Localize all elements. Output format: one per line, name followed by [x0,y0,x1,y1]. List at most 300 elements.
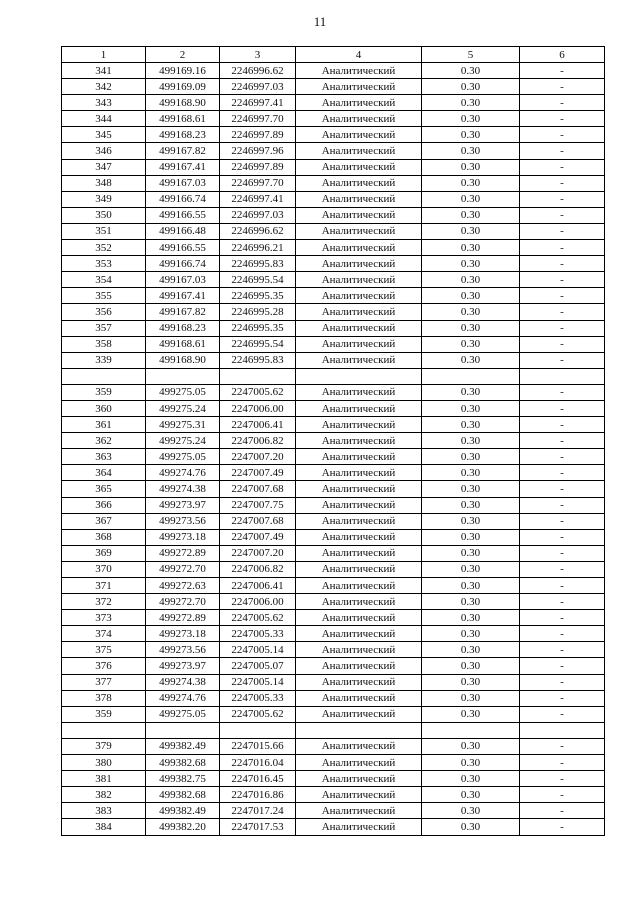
y-coordinate-cell: 2246997.41 [220,191,296,207]
method-cell: Аналитический [296,433,422,449]
accuracy-cell: 0.30 [422,674,520,690]
method-cell: Аналитический [296,256,422,272]
accuracy-cell: 0.30 [422,610,520,626]
point-number-cell: 363 [62,449,146,465]
x-coordinate-cell: 499275.24 [146,433,220,449]
accuracy-cell: 0.30 [422,95,520,111]
method-cell [296,722,422,738]
y-coordinate-cell: 2246997.03 [220,207,296,223]
y-coordinate-cell: 2246997.70 [220,175,296,191]
table-row [62,594,605,610]
point-number-cell: 364 [62,465,146,481]
y-coordinate-cell: 2246995.35 [220,320,296,336]
method-cell: Аналитический [296,545,422,561]
table-row [62,143,605,159]
point-number-cell: 355 [62,288,146,304]
x-coordinate-cell: 499272.70 [146,561,220,577]
x-coordinate-cell: 499168.61 [146,111,220,127]
accuracy-cell: 0.30 [422,352,520,368]
note-cell: - [520,240,605,256]
note-cell: - [520,755,605,771]
table-row [62,111,605,127]
table-row [62,497,605,513]
accuracy-cell: 0.30 [422,256,520,272]
accuracy-cell: 0.30 [422,191,520,207]
x-coordinate-cell: 499167.82 [146,304,220,320]
y-coordinate-cell [220,368,296,384]
note-cell [520,722,605,738]
point-number-cell: 348 [62,175,146,191]
table-row [62,368,605,384]
note-cell: - [520,449,605,465]
note-cell: - [520,610,605,626]
point-number-cell: 360 [62,400,146,416]
point-number-cell: 343 [62,95,146,111]
table-row [62,320,605,336]
accuracy-cell: 0.30 [422,240,520,256]
accuracy-cell: 0.30 [422,513,520,529]
x-coordinate-cell: 499382.20 [146,819,220,835]
method-cell: Аналитический [296,207,422,223]
y-coordinate-cell: 2246997.89 [220,127,296,143]
method-cell: Аналитический [296,610,422,626]
note-cell: - [520,95,605,111]
point-number-cell: 351 [62,223,146,239]
y-coordinate-cell: 2247005.14 [220,642,296,658]
y-coordinate-cell: 2247016.04 [220,755,296,771]
y-coordinate-cell [220,722,296,738]
point-number-cell: 344 [62,111,146,127]
note-cell: - [520,111,605,127]
point-number-cell: 383 [62,803,146,819]
table-row [62,465,605,481]
table-row [62,433,605,449]
method-cell: Аналитический [296,738,422,754]
accuracy-cell [422,368,520,384]
accuracy-cell: 0.30 [422,787,520,803]
point-number-cell: 371 [62,578,146,594]
table-row [62,223,605,239]
x-coordinate-cell: 499274.76 [146,690,220,706]
accuracy-cell: 0.30 [422,819,520,835]
x-coordinate-cell: 499274.38 [146,674,220,690]
method-cell: Аналитический [296,175,422,191]
note-cell: - [520,658,605,674]
method-cell: Аналитический [296,304,422,320]
accuracy-cell: 0.30 [422,690,520,706]
x-coordinate-cell: 499382.75 [146,771,220,787]
y-coordinate-cell: 2247007.75 [220,497,296,513]
point-number-cell: 359 [62,384,146,400]
y-coordinate-cell: 2247016.45 [220,771,296,787]
point-number-cell: 362 [62,433,146,449]
note-cell: - [520,690,605,706]
y-coordinate-cell: 2247007.20 [220,449,296,465]
method-cell: Аналитический [296,272,422,288]
accuracy-cell: 0.30 [422,738,520,754]
table-row [62,771,605,787]
method-cell: Аналитический [296,706,422,722]
table-header [62,47,605,63]
accuracy-cell: 0.30 [422,336,520,352]
note-cell: - [520,320,605,336]
method-cell: Аналитический [296,594,422,610]
note-cell: - [520,143,605,159]
x-coordinate-cell: 499272.63 [146,578,220,594]
y-coordinate-cell: 2246997.89 [220,159,296,175]
x-coordinate-cell [146,722,220,738]
accuracy-cell: 0.30 [422,529,520,545]
point-number-cell: 347 [62,159,146,175]
table-row [62,417,605,433]
method-cell: Аналитический [296,191,422,207]
accuracy-cell: 0.30 [422,63,520,79]
table-row [62,626,605,642]
x-coordinate-cell: 499166.74 [146,256,220,272]
point-number-cell: 368 [62,529,146,545]
table-row [62,272,605,288]
method-cell [296,368,422,384]
accuracy-cell: 0.30 [422,384,520,400]
x-coordinate-cell: 499166.48 [146,223,220,239]
method-cell: Аналитический [296,288,422,304]
point-number-cell: 346 [62,143,146,159]
y-coordinate-cell: 2247005.33 [220,690,296,706]
table-row [62,384,605,400]
x-coordinate-cell: 499272.89 [146,610,220,626]
accuracy-cell: 0.30 [422,433,520,449]
point-number-cell: 341 [62,63,146,79]
point-number-cell: 374 [62,626,146,642]
y-coordinate-cell: 2247006.00 [220,400,296,416]
x-coordinate-cell: 499168.23 [146,127,220,143]
table-row [62,256,605,272]
y-coordinate-cell: 2246996.21 [220,240,296,256]
y-coordinate-cell: 2246996.62 [220,223,296,239]
accuracy-cell: 0.30 [422,304,520,320]
method-cell: Аналитический [296,417,422,433]
note-cell [520,368,605,384]
table-row [62,481,605,497]
method-cell: Аналитический [296,384,422,400]
accuracy-cell [422,722,520,738]
note-cell: - [520,626,605,642]
point-number-cell: 370 [62,561,146,577]
accuracy-cell: 0.30 [422,561,520,577]
method-cell: Аналитический [296,481,422,497]
table-row [62,127,605,143]
accuracy-cell: 0.30 [422,626,520,642]
table-row [62,352,605,368]
point-number-cell: 345 [62,127,146,143]
x-coordinate-cell: 499274.38 [146,481,220,497]
header-row [62,47,605,63]
accuracy-cell: 0.30 [422,755,520,771]
method-cell: Аналитический [296,95,422,111]
accuracy-cell: 0.30 [422,706,520,722]
table-row [62,207,605,223]
method-cell: Аналитический [296,320,422,336]
y-coordinate-cell: 2247005.62 [220,384,296,400]
note-cell: - [520,352,605,368]
note-cell: - [520,223,605,239]
x-coordinate-cell: 499275.31 [146,417,220,433]
point-number-cell: 353 [62,256,146,272]
table-row [62,722,605,738]
method-cell: Аналитический [296,400,422,416]
table-row [62,755,605,771]
method-cell: Аналитический [296,658,422,674]
note-cell: - [520,578,605,594]
x-coordinate-cell: 499382.68 [146,787,220,803]
accuracy-cell: 0.30 [422,481,520,497]
y-coordinate-cell: 2246995.35 [220,288,296,304]
method-cell: Аналитический [296,513,422,529]
x-coordinate-cell: 499382.49 [146,738,220,754]
point-number-cell: 376 [62,658,146,674]
note-cell: - [520,529,605,545]
y-coordinate-cell: 2247006.41 [220,417,296,433]
y-coordinate-cell: 2247006.82 [220,561,296,577]
point-number-cell: 369 [62,545,146,561]
note-cell: - [520,175,605,191]
point-number-cell: 372 [62,594,146,610]
point-number-cell: 379 [62,738,146,754]
method-cell: Аналитический [296,803,422,819]
y-coordinate-cell: 2247007.49 [220,529,296,545]
point-number-cell: 339 [62,352,146,368]
coordinates-table [61,46,605,836]
point-number-cell: 377 [62,674,146,690]
x-coordinate-cell: 499273.18 [146,626,220,642]
method-cell: Аналитический [296,127,422,143]
note-cell: - [520,79,605,95]
point-number-cell: 361 [62,417,146,433]
y-coordinate-cell: 2247007.20 [220,545,296,561]
method-cell: Аналитический [296,240,422,256]
method-cell: Аналитический [296,561,422,577]
method-cell: Аналитический [296,159,422,175]
point-number-cell: 342 [62,79,146,95]
y-coordinate-cell: 2246995.54 [220,336,296,352]
table-row [62,578,605,594]
y-coordinate-cell: 2246996.62 [220,63,296,79]
note-cell: - [520,336,605,352]
x-coordinate-cell: 499272.70 [146,594,220,610]
point-number-cell [62,368,146,384]
method-cell: Аналитический [296,626,422,642]
y-coordinate-cell: 2246997.03 [220,79,296,95]
column-header-5: 5 [422,47,520,63]
x-coordinate-cell: 499273.56 [146,513,220,529]
accuracy-cell: 0.30 [422,143,520,159]
note-cell: - [520,513,605,529]
table-row [62,79,605,95]
accuracy-cell: 0.30 [422,272,520,288]
note-cell: - [520,272,605,288]
table-row [62,561,605,577]
x-coordinate-cell: 499273.97 [146,658,220,674]
column-header-3: 3 [220,47,296,63]
note-cell: - [520,400,605,416]
x-coordinate-cell: 499166.55 [146,240,220,256]
y-coordinate-cell: 2247015.66 [220,738,296,754]
y-coordinate-cell: 2247005.07 [220,658,296,674]
point-number-cell: 358 [62,336,146,352]
method-cell: Аналитический [296,143,422,159]
note-cell: - [520,433,605,449]
method-cell: Аналитический [296,352,422,368]
method-cell: Аналитический [296,79,422,95]
x-coordinate-cell: 499272.89 [146,545,220,561]
y-coordinate-cell: 2246995.28 [220,304,296,320]
method-cell: Аналитический [296,223,422,239]
point-number-cell: 378 [62,690,146,706]
table-row [62,545,605,561]
y-coordinate-cell: 2247005.62 [220,610,296,626]
note-cell: - [520,674,605,690]
note-cell: - [520,481,605,497]
x-coordinate-cell: 499167.41 [146,159,220,175]
method-cell: Аналитический [296,690,422,706]
x-coordinate-cell: 499166.55 [146,207,220,223]
note-cell: - [520,497,605,513]
accuracy-cell: 0.30 [422,223,520,239]
x-coordinate-cell: 499382.68 [146,755,220,771]
point-number-cell: 382 [62,787,146,803]
accuracy-cell: 0.30 [422,803,520,819]
note-cell: - [520,63,605,79]
table-row [62,706,605,722]
note-cell: - [520,288,605,304]
point-number-cell: 373 [62,610,146,626]
x-coordinate-cell: 499273.18 [146,529,220,545]
point-number-cell: 356 [62,304,146,320]
table-row [62,63,605,79]
table-row [62,787,605,803]
method-cell: Аналитический [296,642,422,658]
y-coordinate-cell: 2247007.68 [220,481,296,497]
column-header-6: 6 [520,47,605,63]
point-number-cell: 384 [62,819,146,835]
table-row [62,95,605,111]
method-cell: Аналитический [296,771,422,787]
accuracy-cell: 0.30 [422,449,520,465]
note-cell: - [520,256,605,272]
table-body [62,63,605,836]
y-coordinate-cell: 2247007.49 [220,465,296,481]
table-row [62,304,605,320]
y-coordinate-cell: 2246995.54 [220,272,296,288]
x-coordinate-cell: 499166.74 [146,191,220,207]
note-cell: - [520,127,605,143]
accuracy-cell: 0.30 [422,465,520,481]
point-number-cell [62,722,146,738]
y-coordinate-cell: 2246995.83 [220,352,296,368]
point-number-cell: 381 [62,771,146,787]
point-number-cell: 366 [62,497,146,513]
y-coordinate-cell: 2247007.68 [220,513,296,529]
x-coordinate-cell: 499382.49 [146,803,220,819]
x-coordinate-cell: 499167.03 [146,175,220,191]
method-cell: Аналитический [296,755,422,771]
accuracy-cell: 0.30 [422,545,520,561]
method-cell: Аналитический [296,449,422,465]
accuracy-cell: 0.30 [422,400,520,416]
y-coordinate-cell: 2247006.00 [220,594,296,610]
method-cell: Аналитический [296,578,422,594]
y-coordinate-cell: 2247005.14 [220,674,296,690]
y-coordinate-cell: 2246997.70 [220,111,296,127]
column-header-2: 2 [146,47,220,63]
note-cell: - [520,561,605,577]
note-cell: - [520,706,605,722]
method-cell: Аналитический [296,674,422,690]
table-row [62,449,605,465]
accuracy-cell: 0.30 [422,111,520,127]
note-cell: - [520,545,605,561]
table-row [62,690,605,706]
accuracy-cell: 0.30 [422,417,520,433]
point-number-cell: 359 [62,706,146,722]
x-coordinate-cell: 499169.16 [146,63,220,79]
note-cell: - [520,642,605,658]
table-row [62,819,605,835]
table-row [62,175,605,191]
point-number-cell: 357 [62,320,146,336]
accuracy-cell: 0.30 [422,497,520,513]
y-coordinate-cell: 2247016.86 [220,787,296,803]
note-cell: - [520,384,605,400]
table-row [62,513,605,529]
x-coordinate-cell [146,368,220,384]
accuracy-cell: 0.30 [422,658,520,674]
table-row [62,400,605,416]
point-number-cell: 350 [62,207,146,223]
page-number: 11 [313,14,327,29]
method-cell: Аналитический [296,787,422,803]
y-coordinate-cell: 2247017.24 [220,803,296,819]
x-coordinate-cell: 499167.41 [146,288,220,304]
table-row [62,738,605,754]
table-row [62,674,605,690]
table-row [62,191,605,207]
point-number-cell: 380 [62,755,146,771]
point-number-cell: 367 [62,513,146,529]
accuracy-cell: 0.30 [422,159,520,175]
accuracy-cell: 0.30 [422,642,520,658]
accuracy-cell: 0.30 [422,771,520,787]
accuracy-cell: 0.30 [422,79,520,95]
x-coordinate-cell: 499275.05 [146,384,220,400]
accuracy-cell: 0.30 [422,320,520,336]
point-number-cell: 365 [62,481,146,497]
y-coordinate-cell: 2247006.82 [220,433,296,449]
method-cell: Аналитический [296,465,422,481]
y-coordinate-cell: 2247005.33 [220,626,296,642]
point-number-cell: 375 [62,642,146,658]
x-coordinate-cell: 499273.56 [146,642,220,658]
y-coordinate-cell: 2247017.53 [220,819,296,835]
method-cell: Аналитический [296,819,422,835]
accuracy-cell: 0.30 [422,127,520,143]
table-row [62,529,605,545]
x-coordinate-cell: 499169.09 [146,79,220,95]
x-coordinate-cell: 499168.23 [146,320,220,336]
accuracy-cell: 0.30 [422,175,520,191]
note-cell: - [520,465,605,481]
x-coordinate-cell: 499167.03 [146,272,220,288]
